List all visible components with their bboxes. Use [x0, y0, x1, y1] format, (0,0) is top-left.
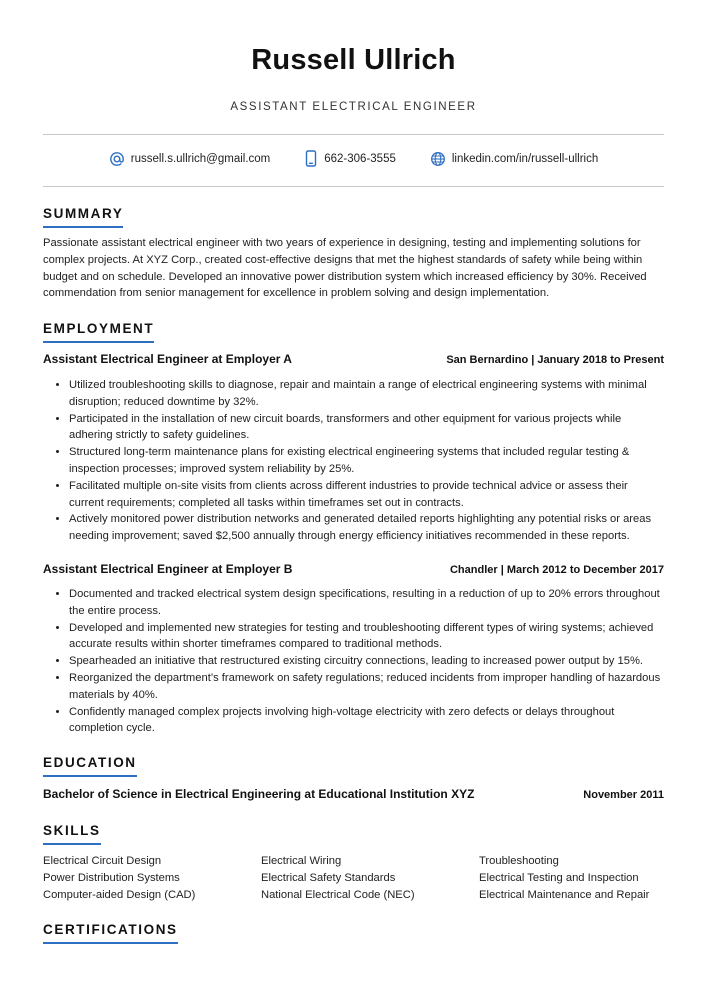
section-heading-text: EMPLOYMENT	[43, 321, 155, 336]
skill-item: Electrical Wiring	[261, 855, 342, 867]
section-heading-certifications	[43, 922, 178, 944]
skills-list	[43, 853, 683, 903]
skill-item: Electrical Testing and Inspection	[479, 871, 639, 884]
list-item: • Actively monitored power distribution networks and generated detailed reports highlighting any potential risks or areas needing improvement; saved $2,500 annually through energy efficiency initiatives recommended in these reports.	[69, 511, 665, 545]
degree: Bachelor of Science in Electrical Engineering at Educational Institution XYZ	[43, 787, 475, 801]
header-divider-top	[43, 134, 664, 135]
section-underline	[43, 226, 123, 228]
phone-icon	[304, 150, 318, 167]
list-item: • Reorganized the department’s framework on safety regulations; reduced incidents from improper handling of hazardous materials by 40%.	[69, 670, 665, 704]
skill-item: Power Distribution Systems	[43, 871, 180, 884]
job-title: Assistant Electrical Engineer at Employer A	[43, 352, 292, 366]
skill-item: Computer-aided Design (CAD)	[43, 888, 196, 901]
contact-linkedin[interactable]	[430, 150, 598, 167]
job-header	[43, 352, 664, 366]
summary-text: Passionate assistant electrical engineer with two years of experience in designing, testing and implementing solutions for complex projects. At XYZ Corp., created cost-effective designs that met the highest standards of safety while being within budget and on schedule. Developed an innovative power distribution system which increased efficiency by 30%. Received commendation from senior management for excellence in problem solving and design implementation.	[43, 237, 647, 300]
skill-item: Electrical Maintenance and Repair	[479, 888, 650, 901]
list-item: • Documented and tracked electrical system design specifications, resulting in a reduction of up to 20% errors throughout the entire process.	[69, 586, 665, 620]
contact-bar	[0, 150, 707, 167]
education-entry	[43, 787, 664, 801]
candidate-title: ASSISTANT ELECTRICAL ENGINEER	[230, 101, 477, 113]
skill-item: Troubleshooting	[479, 855, 559, 867]
skill-item: Electrical Safety Standards	[261, 871, 396, 884]
globe-icon	[430, 151, 446, 167]
phone-text: 662-306-3555	[324, 152, 396, 165]
section-underline	[43, 775, 137, 777]
graduation-date: November 2011	[583, 789, 664, 801]
list-item: • Facilitated multiple on-site visits from clients across different industries to provide technical advice or assess their current requirements; completed all tasks within timeframes set out in contracts.	[69, 478, 665, 512]
section-heading-skills	[43, 823, 101, 845]
email-text: russell.s.ullrich@gmail.com	[130, 152, 271, 165]
job-location-dates: San Bernardino | January 2018 to Present	[446, 354, 664, 366]
section-underline	[43, 341, 154, 343]
section-heading-employment	[43, 321, 154, 343]
linkedin-text: linkedin.com/in/russell-ullrich	[451, 152, 599, 165]
list-item: • Utilized troubleshooting skills to diagnose, repair and maintain a range of electrical engineering systems with minimal disruption; reduced downtime by 32%.	[69, 377, 665, 411]
candidate-name: Russell Ullrich	[251, 44, 456, 76]
job-bullets	[43, 586, 665, 737]
list-item: • Structured long-term maintenance plans for existing electrical engineering systems that included regular testing & inspection processes; improved system reliability by 25%.	[69, 444, 665, 478]
job-title: Assistant Electrical Engineer at Employer B	[43, 562, 293, 576]
list-item: • Participated in the installation of new circuit boards, transformers and other equipment for various projects while adhering strictly to safety guidelines.	[69, 411, 665, 445]
section-underline	[43, 843, 101, 845]
list-item: • Developed and implemented new strategies for testing and troubleshooting different types of wiring systems; achieved accurate results within shorter timeframes compared to traditional methods.	[69, 620, 665, 654]
header-divider-bottom	[43, 186, 664, 187]
job-header	[43, 562, 664, 576]
list-item: • Confidently managed complex projects involving high-voltage electricity with zero defects or delays throughout completion cycle.	[69, 704, 665, 738]
job-bullets	[43, 377, 665, 545]
skill-item: Electrical Circuit Design	[43, 855, 162, 867]
section-heading-education	[43, 755, 137, 777]
section-heading-text: CERTIFICATIONS	[43, 922, 178, 937]
section-heading-text: SUMMARY	[43, 206, 124, 221]
contact-phone[interactable]	[304, 150, 396, 167]
section-heading-text: SKILLS	[43, 823, 101, 838]
job-location-dates: Chandler | March 2012 to December 2017	[449, 564, 664, 576]
section-heading-text: EDUCATION	[43, 755, 137, 770]
at-sign-icon	[109, 151, 125, 167]
list-item: • Spearheaded an initiative that restructured existing circuitry connections, leading to increased power output by 15%.	[69, 653, 665, 670]
contact-email[interactable]	[109, 150, 270, 167]
section-underline	[43, 942, 178, 944]
skill-item: National Electrical Code (NEC)	[261, 888, 415, 901]
section-heading-summary	[43, 206, 123, 228]
